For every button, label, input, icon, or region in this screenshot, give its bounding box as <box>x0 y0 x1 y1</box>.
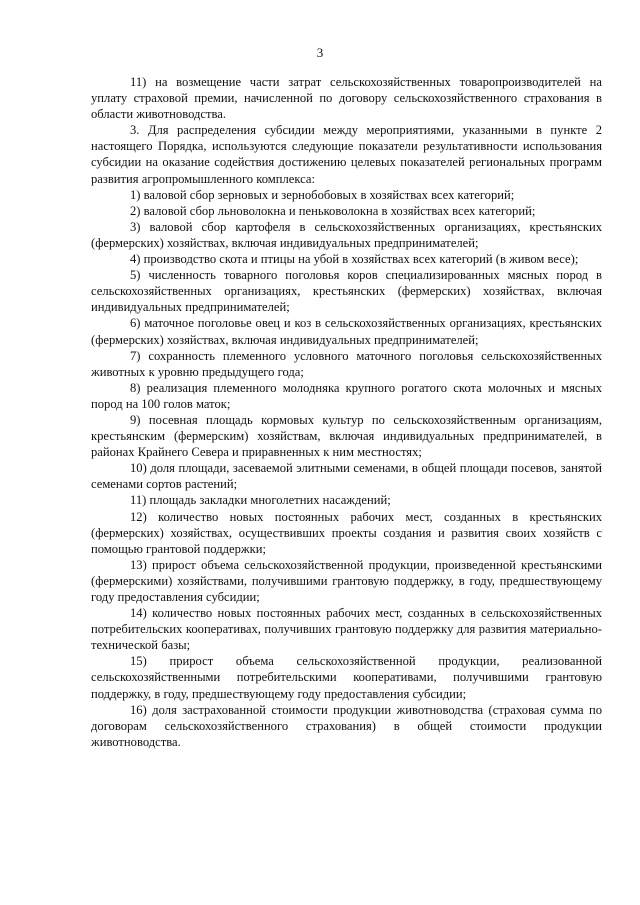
indicator-16: 16) доля застрахованной стоимости продукции животноводства (страховая сумма по договорам сельскохозяйственного страхования) в общей стоимости продукции животноводства. <box>91 702 602 749</box>
indicator-9: 9) посевная площадь кормовых культур по сельскохозяйственным организациям, крестьянским (фермерским) хозяйствам, включая индивидуальных предпринимателей, в районах Крайнего Севера и приравненных к ним местностях; <box>91 412 602 460</box>
indicator-15: 15) прирост объема сельскохозяйственной продукции, реализованной сельскохозяйственными потребительскими кооперативами, получившими грантовую поддержку, в году, предшествующему году предоставления субсидии; <box>91 654 602 701</box>
indicator-5: 5) численность товарного поголовья коров специализированных мясных пород в сельскохозяйственных организациях, крестьянских (фермерских) хозяйствах, включая индивидуальных предпринимателей; <box>91 268 602 315</box>
indicator-11: 11) площадь закладки многолетних насаждений; <box>130 493 391 508</box>
indicator-7: 7) сохранность племенного условного маточного поголовья сельскохозяйственных животных к уровню предыдущего года; <box>91 348 602 379</box>
paragraph-item-11-insurance: 11) на возмещение части затрат сельскохозяйственных товаропроизводителей на уплату страховой премии, начисленной по договору сельскохозяйственного страхования в области животноводства. <box>91 75 602 122</box>
indicator-13: 13) прирост объема сельскохозяйственной продукции, произведенной крестьянскими (фермерскими) хозяйствами, получившими грантовую поддержку, в году, предшествующему году предоставления субсидии; <box>91 557 602 604</box>
indicator-14: 14) количество новых постоянных рабочих мест, созданных в сельскохозяйственных потребительских кооперативах, получивших грантовую поддержку для развития материально-технической базы; <box>91 606 602 653</box>
indicator-12: 12) количество новых постоянных рабочих мест, созданных в крестьянских (фермерских) хозяйствах, осуществивших проекты создания и развития своих хозяйств с помощью грантовой поддержки; <box>91 509 602 556</box>
indicator-10: 10) доля площади, засеваемой элитными семенами, в общей площади посевов, занятой семенами сортов растений; <box>91 461 602 492</box>
indicator-3: 3) валовой сбор картофеля в сельскохозяйственных организациях, крестьянских (фермерских) хозяйствах, включая индивидуальных предпринимателей; <box>91 219 602 250</box>
page-number: 3 <box>316 45 324 60</box>
indicator-8: 8) реализация племенного молодняка крупного рогатого скота молочных и мясных пород на 100 голов маток; <box>91 380 602 411</box>
document-body <box>91 74 602 750</box>
indicator-2: 2) валовой сбор льноволокна и пеньковолокна в хозяйствах всех категорий; <box>130 203 536 218</box>
paragraph-section-3-intro: 3. Для распределения субсидии между мероприятиями, указанными в пункте 2 настоящего Порядка, используются следующие показатели результативности использования субсидии на оказание содействия достижению целевых показателей региональных программ развития агропромышленного комплекса: <box>91 123 602 186</box>
indicator-1: 1) валовой сбор зерновых и зернобобовых в хозяйствах всех категорий; <box>130 187 515 202</box>
indicator-4: 4) производство скота и птицы на убой в хозяйствах всех категорий (в живом весе); <box>130 252 579 267</box>
indicator-6: 6) маточное поголовье овец и коз в сельскохозяйственных организациях, крестьянских (фермерских) хозяйствах, включая индивидуальных предпринимателей; <box>91 316 602 347</box>
